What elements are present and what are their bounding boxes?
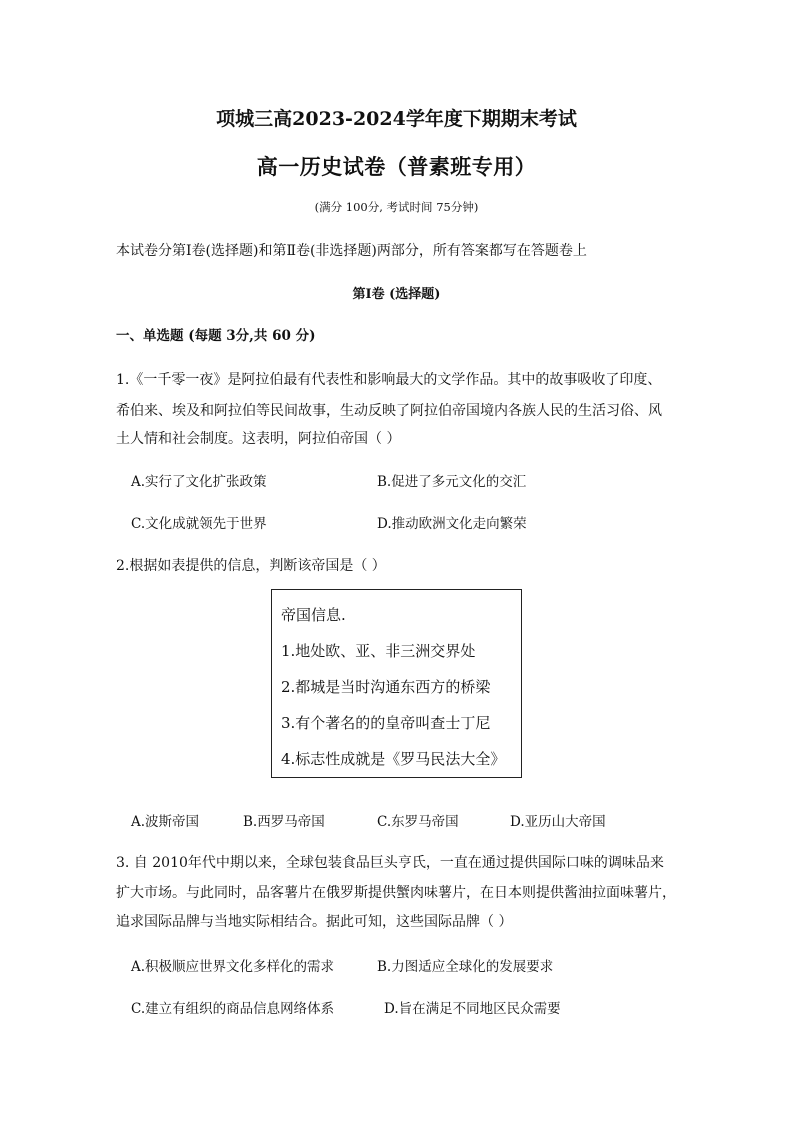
question-2-option-d: D.亚历山大帝国 — [510, 814, 606, 830]
question-2-line-1: 2.根据如表提供的信息，判断该帝国是（ ） — [116, 558, 386, 574]
part-title: 第Ⅰ卷 (选择题) — [352, 287, 441, 302]
exam-title: 项城三高2023-2024学年度下期期末考试 — [216, 108, 577, 130]
question-3-option-a: A.积极顺应世界文化多样化的需求 — [131, 959, 335, 975]
question-2-option-a: A.波斯帝国 — [131, 814, 200, 830]
question-1-line-1: 1.《一千零一夜》是阿拉伯最有代表性和影响最大的文学作品。其中的故事吸收了印度、 — [116, 372, 662, 388]
question-1-option-c: C.文化成就领先于世界 — [131, 516, 267, 532]
exam-intro: 本试卷分第Ⅰ卷(选择题)和第Ⅱ卷(非选择题)两部分，所有答案都写在答题卷上 — [116, 243, 587, 259]
question-1-option-b: B.促进了多元文化的交汇 — [377, 474, 527, 490]
info-table-row-4: 4.标志性成就是《罗马民法大全》 — [281, 750, 506, 768]
question-3-option-b: B.力图适应全球化的发展要求 — [377, 959, 554, 975]
question-3-line-2: 扩大市场。与此同时，品客薯片在俄罗斯提供蟹肉味薯片，在日本则提供酱油拉面味薯片， — [116, 885, 676, 901]
exam-subtitle: 高一历史试卷（普素班专用） — [256, 154, 537, 179]
question-2-option-b: B.西罗马帝国 — [243, 814, 325, 830]
question-1-line-3: 土人情和社会制度。这表明，阿拉伯帝国（ ） — [116, 431, 401, 447]
info-table-heading: 帝国信息. — [281, 606, 346, 624]
info-table-row-1: 1.地处欧、亚、非三洲交界处 — [281, 642, 476, 660]
empire-info-table — [271, 589, 522, 778]
question-1-option-a: A.实行了文化扩张政策 — [131, 474, 267, 490]
question-1-option-d: D.推动欧洲文化走向繁荣 — [377, 516, 527, 532]
question-2-option-c: C.东罗马帝国 — [377, 814, 459, 830]
info-table-row-2: 2.都城是当时沟通东西方的桥梁 — [281, 678, 491, 696]
question-3-line-3: 追求国际品牌与当地实际相结合。据此可知，这些国际品牌（ ） — [116, 914, 513, 930]
question-3-option-d: D.旨在满足不同地区民众需要 — [384, 1001, 561, 1017]
info-table-row-3: 3.有个著名的的皇帝叫查士丁尼 — [281, 714, 491, 732]
question-3-option-c: C.建立有组织的商品信息网络体系 — [131, 1001, 335, 1017]
section-title: 一、单选题 (每题 3分,共 60 分) — [116, 328, 316, 344]
question-1-line-2: 希伯来、埃及和阿拉伯等民间故事，生动反映了阿拉伯帝国境内各族人民的生活习俗、风 — [116, 403, 662, 419]
exam-meta: (满分 100分, 考试时间 75分钟) — [314, 200, 479, 214]
question-3-line-1: 3. 自 2010年代中期以来，全球包装食品巨头亨氏，一直在通过提供国际口味的调味品来 — [116, 855, 664, 871]
